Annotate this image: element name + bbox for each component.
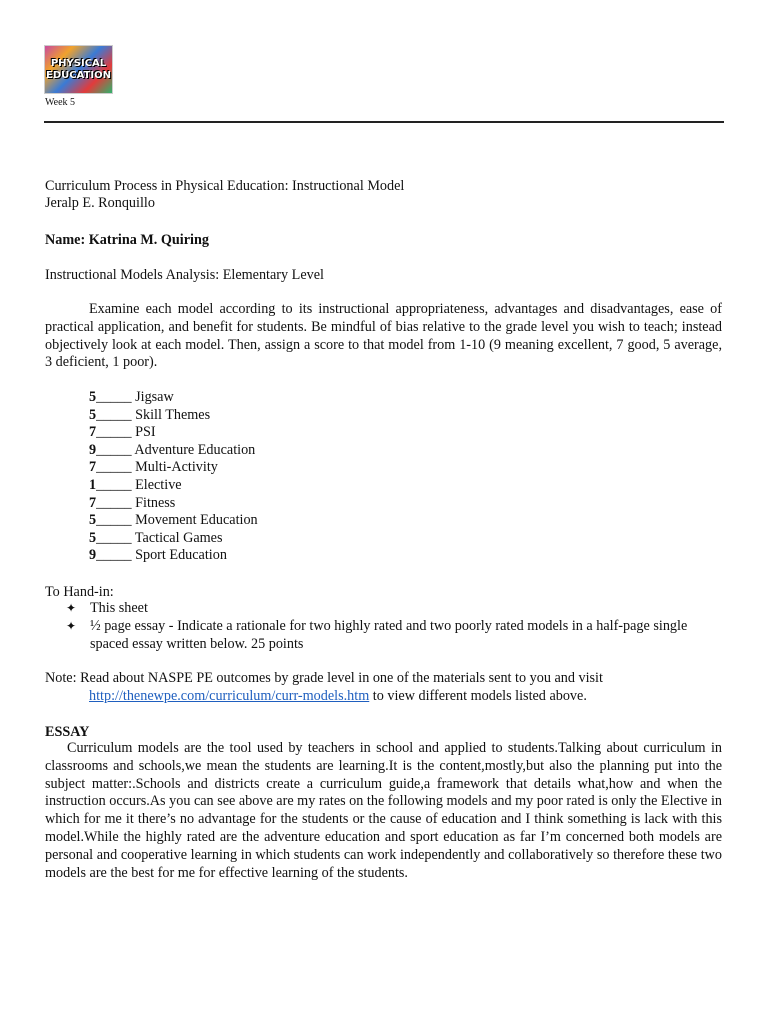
rating-model: Multi-Activity — [135, 459, 218, 476]
rating-model: Adventure Education — [134, 441, 256, 458]
rating-score: 5 — [89, 389, 97, 405]
rating-blank: _____ — [96, 547, 132, 564]
rating-row — [89, 389, 258, 407]
physical-education-logo — [44, 45, 113, 94]
rating-blank: _____ — [96, 441, 132, 458]
week-label: Week 5 — [45, 97, 76, 108]
hand-in-item — [66, 600, 716, 618]
rating-model: Skill Themes — [135, 406, 211, 423]
hand-in-label: To Hand-in: — [45, 584, 114, 600]
rating-blank: _____ — [96, 424, 132, 441]
instructor-name: Jeralp E. Ronquillo — [45, 195, 155, 211]
rating-row — [89, 530, 258, 548]
rating-model: Movement Education — [135, 512, 258, 529]
rating-model: Sport Education — [135, 547, 227, 564]
rating-row — [89, 459, 258, 477]
rating-score: 7 — [89, 459, 97, 476]
ratings-list — [89, 389, 258, 565]
logo-line-1: PHYSICAL — [50, 58, 107, 69]
hand-in-item-text: This sheet — [90, 600, 148, 616]
rating-blank: _____ — [96, 406, 132, 423]
rating-score: 1 — [89, 476, 97, 493]
rating-model: Tactical Games — [134, 529, 223, 546]
rating-blank: _____ — [96, 494, 132, 511]
rating-score: 9 — [89, 441, 97, 458]
logo-line-2: EDUCATION — [46, 70, 111, 81]
rating-blank: _____ — [96, 529, 132, 546]
rating-score: 5 — [89, 529, 97, 546]
rating-blank: _____ — [96, 389, 132, 405]
course-title: Curriculum Process in Physical Education: Instructional Model — [45, 178, 405, 194]
rating-row — [89, 477, 258, 495]
header-divider — [44, 121, 724, 123]
rating-blank: _____ — [96, 459, 132, 476]
rating-score: 7 — [89, 494, 97, 511]
note-paragraph — [45, 670, 722, 706]
rating-model: Fitness — [135, 494, 176, 511]
hand-in-item-text: ½ page essay - Indicate a rationale for two highly rated and two poorly rated models in a half-page single spaced essay written below. 25 points — [90, 618, 688, 652]
essay-heading: ESSAY — [45, 724, 90, 740]
note-text: Note: Read about NASPE PE outcomes by grade level in one of the materials sent to you and visit — [45, 670, 603, 686]
bullet-star-icon: ✦ — [66, 601, 77, 615]
rating-score: 9 — [89, 547, 97, 564]
rating-row — [89, 442, 258, 460]
curriculum-models-link[interactable]: http://thenewpe.com/curriculum/curr-models.htm — [89, 687, 370, 704]
rating-row — [89, 407, 258, 425]
rating-score: 5 — [89, 406, 97, 423]
rating-blank: _____ — [96, 476, 132, 493]
instructions-paragraph: Examine each model according to its instructional appropriateness, advantages and disadvantages, ease of practical application, and benefit for students. Be mindful of bias relative to the grade level you wish to teach; instead objectively look at each model. Then, assign a score to that model from 1-10 (9 meaning excellent, 7 good, 5 average, 3 deficient, 1 poor). — [45, 301, 722, 371]
rating-model: Elective — [135, 476, 182, 493]
rating-score: 5 — [89, 512, 97, 529]
essay-body: Curriculum models are the tool used by teachers in school and applied to students.Talking about curriculum in classrooms and schools,we mean the students are learning.It is the content,mostly,but also the planning put into the subject matter:.Schools and districts create a curriculum guide,a framework that details what,how and when the instruction occurs.As you can see above are my rates on the following models and my poor rated is only the Elective in which for me it there’s no advantage for the students or the cause of education and I think something is lack with this model.While the highly rated are the adventure education and sport education as far I’m concerned both models are personal and cooperative learning in which students can work independently and collaboratively so therefore these two models are the best for me for effective learning of the students. — [45, 740, 722, 881]
rating-row — [89, 547, 258, 565]
rating-row — [89, 424, 258, 442]
hand-in-item — [66, 618, 722, 654]
rating-row — [89, 512, 258, 530]
note-text-after: to view different models listed above. — [369, 687, 587, 704]
rating-score: 7 — [89, 424, 97, 441]
student-name: Name: Katrina M. Quiring — [45, 232, 209, 248]
rating-model: PSI — [135, 424, 156, 441]
bullet-star-icon: ✦ — [66, 619, 77, 633]
rating-model: Jigsaw — [135, 389, 174, 405]
analysis-title: Instructional Models Analysis: Elementary Level — [45, 267, 324, 283]
rating-blank: _____ — [96, 512, 132, 529]
rating-row — [89, 495, 258, 513]
